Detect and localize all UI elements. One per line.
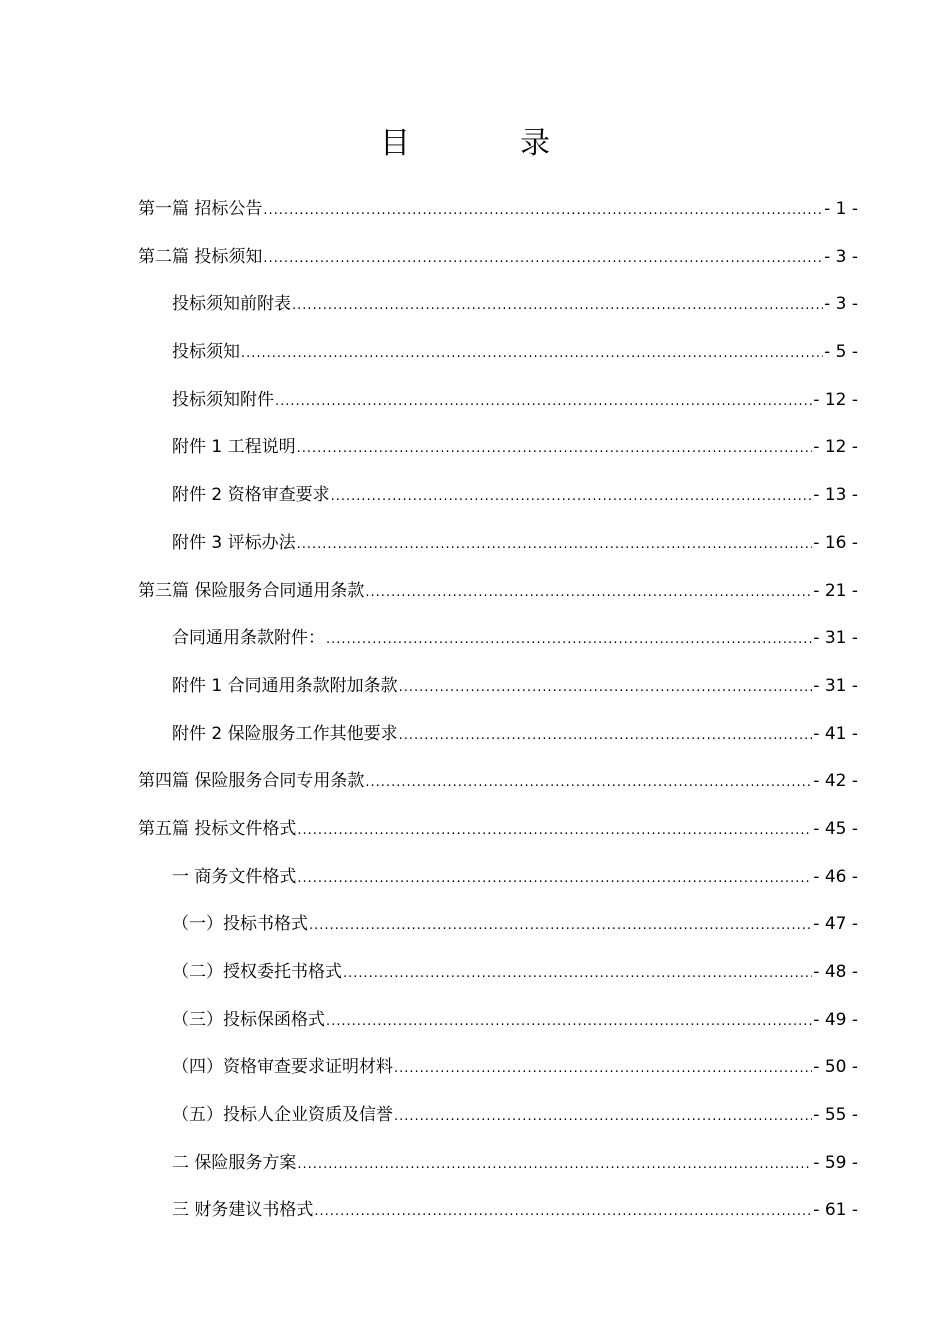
toc-dot-leader bbox=[331, 473, 813, 520]
toc-dot-leader bbox=[394, 1045, 812, 1092]
toc-entry-title: （三）投标保函格式 bbox=[172, 1009, 325, 1030]
toc-dot-leader bbox=[394, 1093, 812, 1140]
toc-entry-title: 第五篇 投标文件格式 bbox=[138, 818, 297, 839]
toc-entry[interactable] bbox=[138, 1140, 858, 1188]
toc-entry[interactable] bbox=[138, 1044, 858, 1092]
toc-entry-title: 投标须知前附表 bbox=[172, 294, 291, 315]
toc-dot-leader bbox=[297, 425, 813, 472]
toc-entry[interactable] bbox=[138, 711, 858, 759]
toc-dot-leader bbox=[263, 235, 823, 282]
toc-entry[interactable] bbox=[138, 281, 858, 329]
toc-entry-title: 附件 1 合同通用条款附加条款 bbox=[172, 675, 398, 696]
toc-dot-leader bbox=[309, 902, 812, 949]
toc-entry[interactable] bbox=[138, 329, 858, 377]
toc-entry-title: 第三篇 保险服务合同通用条款 bbox=[138, 580, 365, 601]
toc-entry-page-number: - 13 - bbox=[813, 485, 858, 506]
toc-dot-leader bbox=[263, 187, 823, 234]
toc-dot-leader bbox=[297, 807, 812, 854]
toc-entry-page-number: - 49 - bbox=[813, 1009, 858, 1030]
toc-entry-title: 投标须知 bbox=[172, 342, 240, 363]
toc-entry-page-number: - 47 - bbox=[813, 914, 858, 935]
toc-entry-title: 一 商务文件格式 bbox=[172, 866, 297, 887]
toc-entry[interactable] bbox=[138, 997, 858, 1045]
toc-entry[interactable] bbox=[138, 377, 858, 425]
toc-entry-title: 附件 2 资格审查要求 bbox=[172, 485, 330, 506]
toc-entry[interactable] bbox=[138, 901, 858, 949]
toc-entry-page-number: - 48 - bbox=[813, 962, 858, 982]
toc-entry-title: 合同通用条款附件： bbox=[172, 628, 325, 649]
toc-entry[interactable] bbox=[138, 520, 858, 568]
toc-entry-title: （四）资格审查要求证明材料 bbox=[172, 1057, 393, 1078]
toc-entry[interactable] bbox=[138, 949, 858, 997]
toc-entry-page-number: - 5 - bbox=[824, 342, 858, 363]
toc-dot-leader bbox=[343, 950, 812, 997]
toc-entry-page-number: - 31 - bbox=[813, 675, 858, 696]
toc-entry-title: （五）投标人企业资质及信誉 bbox=[172, 1105, 393, 1126]
toc-entry[interactable] bbox=[138, 186, 858, 234]
table-of-contents bbox=[138, 186, 858, 1235]
toc-entry-page-number: - 59 - bbox=[813, 1152, 858, 1173]
toc-entry-page-number: - 16 - bbox=[813, 532, 858, 553]
toc-entry-title: 第一篇 招标公告 bbox=[138, 199, 263, 219]
toc-entry[interactable] bbox=[138, 806, 858, 854]
toc-entry-title: （二）授权委托书格式 bbox=[172, 962, 342, 982]
toc-entry-title: 附件 2 保险服务工作其他要求 bbox=[172, 723, 398, 744]
toc-entry-title: 投标须知附件 bbox=[172, 389, 274, 410]
toc-entry-page-number: - 12 - bbox=[813, 389, 858, 410]
toc-entry-page-number: - 3 - bbox=[824, 246, 858, 267]
toc-entry[interactable] bbox=[138, 758, 858, 806]
toc-entry-page-number: - 45 - bbox=[813, 818, 858, 839]
toc-entry[interactable] bbox=[138, 615, 858, 663]
toc-entry[interactable] bbox=[138, 854, 858, 902]
toc-entry[interactable] bbox=[138, 1187, 858, 1235]
toc-entry-page-number: - 31 - bbox=[813, 628, 858, 649]
toc-entry[interactable] bbox=[138, 1092, 858, 1140]
toc-entry-page-number: - 21 - bbox=[813, 580, 858, 601]
toc-entry-title: （一）投标书格式 bbox=[172, 914, 308, 935]
toc-entry[interactable] bbox=[138, 234, 858, 282]
page-title: 目 录 bbox=[380, 126, 590, 161]
toc-dot-leader bbox=[297, 855, 812, 902]
toc-entry-title: 附件 1 工程说明 bbox=[172, 437, 296, 458]
toc-entry-page-number: - 61 - bbox=[813, 1200, 858, 1221]
toc-dot-leader bbox=[314, 1188, 812, 1235]
toc-entry-page-number: - 12 - bbox=[813, 437, 858, 458]
toc-dot-leader bbox=[275, 378, 812, 425]
toc-entry[interactable] bbox=[138, 472, 858, 520]
toc-dot-leader bbox=[365, 759, 812, 806]
toc-entry-title: 附件 3 评标办法 bbox=[172, 532, 296, 553]
toc-entry-page-number: - 55 - bbox=[813, 1105, 858, 1126]
toc-entry-page-number: - 41 - bbox=[813, 723, 858, 744]
toc-dot-leader bbox=[241, 330, 823, 377]
toc-entry-title: 二 保险服务方案 bbox=[172, 1152, 297, 1173]
toc-dot-leader bbox=[297, 521, 813, 568]
toc-entry-title: 三 财务建议书格式 bbox=[172, 1200, 314, 1221]
toc-entry[interactable] bbox=[138, 663, 858, 711]
toc-dot-leader bbox=[326, 616, 812, 663]
toc-entry-page-number: - 50 - bbox=[813, 1057, 858, 1078]
toc-dot-leader bbox=[365, 569, 812, 616]
toc-dot-leader bbox=[399, 712, 813, 759]
toc-dot-leader bbox=[297, 1141, 812, 1188]
toc-entry[interactable] bbox=[138, 424, 858, 472]
toc-dot-leader bbox=[399, 664, 813, 711]
toc-entry-title: 第二篇 投标须知 bbox=[138, 246, 263, 267]
toc-entry-title: 第四篇 保险服务合同专用条款 bbox=[138, 771, 365, 792]
toc-dot-leader bbox=[326, 998, 812, 1045]
toc-entry-page-number: - 42 - bbox=[813, 771, 858, 792]
toc-dot-leader bbox=[292, 282, 823, 329]
toc-entry-page-number: - 1 - bbox=[824, 199, 858, 219]
toc-entry[interactable] bbox=[138, 568, 858, 616]
toc-entry-page-number: - 46 - bbox=[813, 866, 858, 887]
toc-entry-page-number: - 3 - bbox=[824, 294, 858, 315]
